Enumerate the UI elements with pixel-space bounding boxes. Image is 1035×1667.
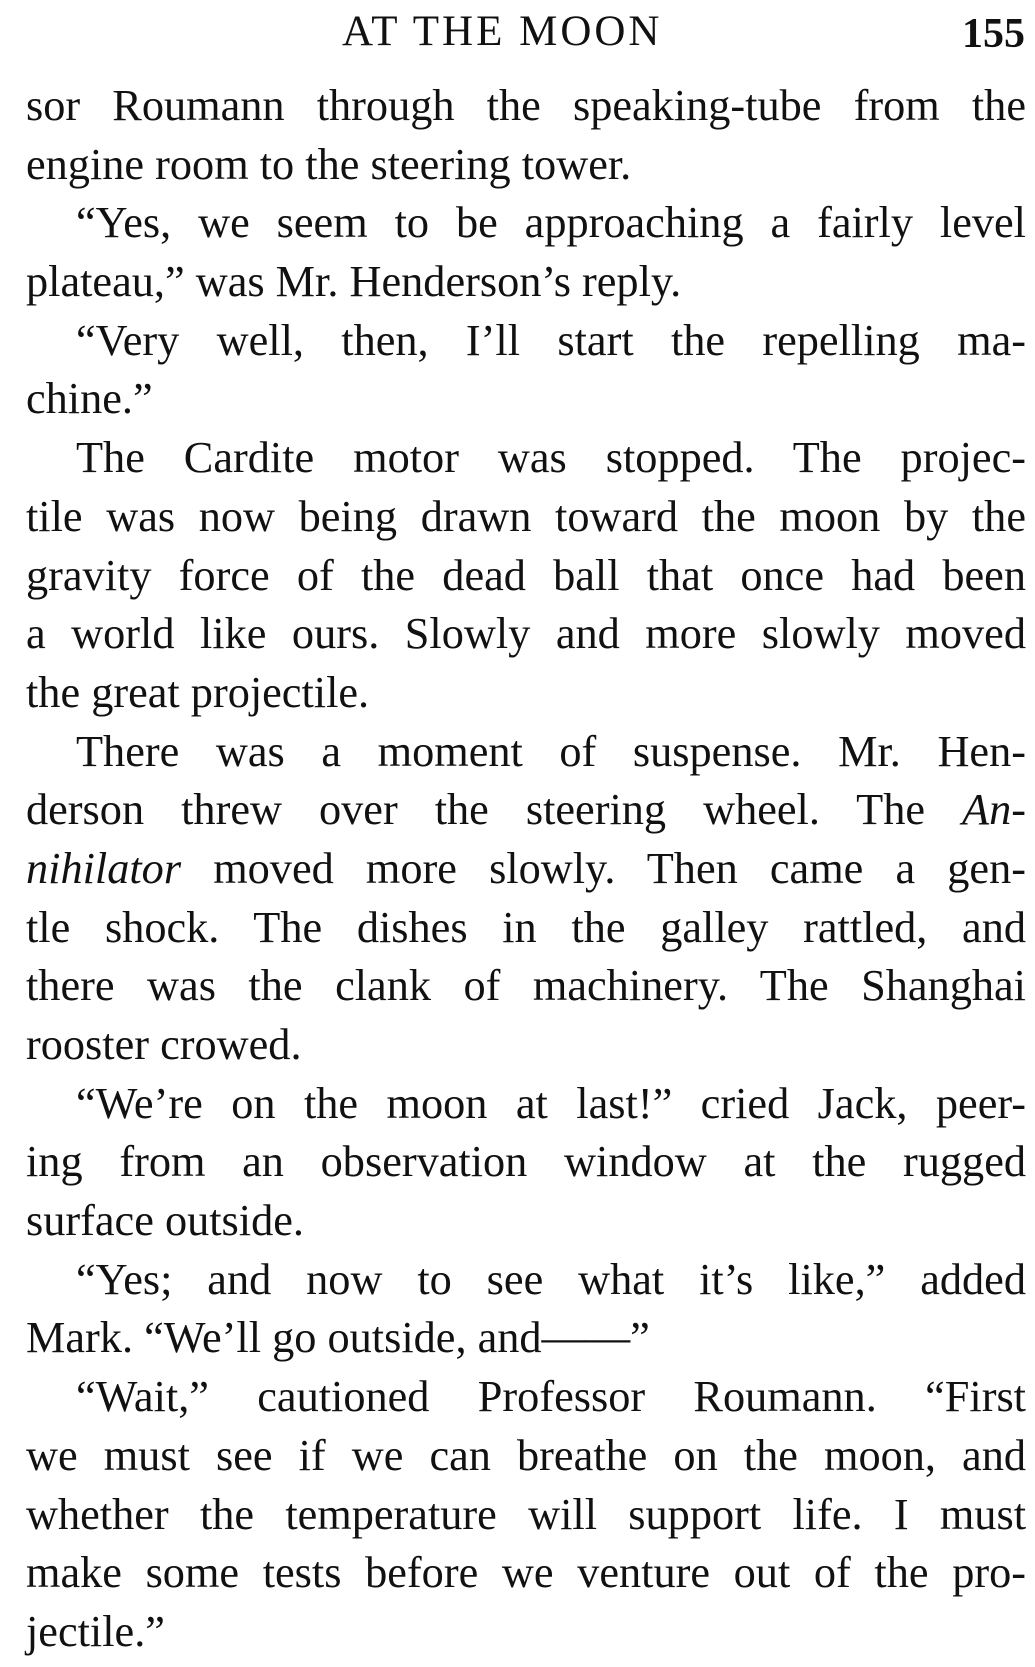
text-line: a world like ours. Slowly and more slowly moved xyxy=(26,609,1026,659)
running-title: AT THE MOON xyxy=(342,8,663,55)
text-line: we must see if we can breathe on the moon, and xyxy=(26,1430,1026,1480)
text-line: “Wait,” cautioned Professor Roumann. “First xyxy=(76,1372,1026,1422)
text-line: “Yes; and now to see what it’s like,” added xyxy=(76,1254,1026,1304)
paragraph xyxy=(26,194,1026,311)
text-line: plateau,” was Mr. Henderson’s reply. xyxy=(26,257,682,307)
text-line: engine room to the steering tower. xyxy=(26,139,632,189)
text-line: gravity force of the dead ball that once had been xyxy=(26,550,1026,600)
text-line xyxy=(26,781,1026,840)
paragraph xyxy=(26,1251,1026,1368)
text-line: tile was now being drawn toward the moon by the xyxy=(26,491,1026,541)
text-line: chine.” xyxy=(26,374,153,424)
text-run: moved more slowly. Then came a gen- xyxy=(181,843,1026,893)
text-line: whether the temperature will support life. I must xyxy=(26,1489,1026,1539)
text-line: The Cardite motor was stopped. The projec- xyxy=(76,433,1026,483)
text-line: “Very well, then, I’ll start the repelling ma- xyxy=(76,315,1026,365)
ship-name-italic: An- xyxy=(962,785,1026,835)
text-line: tle shock. The dishes in the galley rattled, and xyxy=(26,902,1026,952)
text-run: derson threw over the steering wheel. The xyxy=(26,785,963,835)
body-text xyxy=(26,77,1026,1662)
paragraph xyxy=(26,312,1026,429)
text-line xyxy=(26,840,1026,899)
text-line: ing from an observation window at the rugged xyxy=(26,1137,1026,1187)
paragraph xyxy=(26,77,1026,194)
text-line: rooster crowed. xyxy=(26,1020,302,1069)
ship-name-italic: nihilator xyxy=(26,843,182,893)
paragraph xyxy=(26,1075,1026,1251)
text-line: “Yes, we seem to be approaching a fairly level xyxy=(76,198,1026,248)
paragraph xyxy=(26,723,1026,1075)
text-line: There was a moment of suspense. Mr. Hen- xyxy=(76,726,1026,776)
text-line: the great projectile. xyxy=(26,667,370,717)
text-line: “We’re on the moon at last!” cried Jack, peer- xyxy=(76,1078,1026,1128)
book-page xyxy=(26,0,1026,1667)
paragraph xyxy=(26,429,1026,722)
text-line: sor Roumann through the speaking-tube from the xyxy=(26,81,1026,130)
text-line: make some tests before we venture out of the pro- xyxy=(26,1548,1026,1598)
text-line: Mark. “We’ll go outside, and——” xyxy=(26,1313,650,1363)
text-line: jectile.” xyxy=(26,1606,165,1656)
running-head xyxy=(26,4,1026,64)
text-line: surface outside. xyxy=(26,1196,304,1246)
page-number: 155 xyxy=(962,11,1025,57)
text-line: there was the clank of machinery. The Shanghai xyxy=(26,961,1026,1011)
paragraph xyxy=(26,1368,1026,1661)
